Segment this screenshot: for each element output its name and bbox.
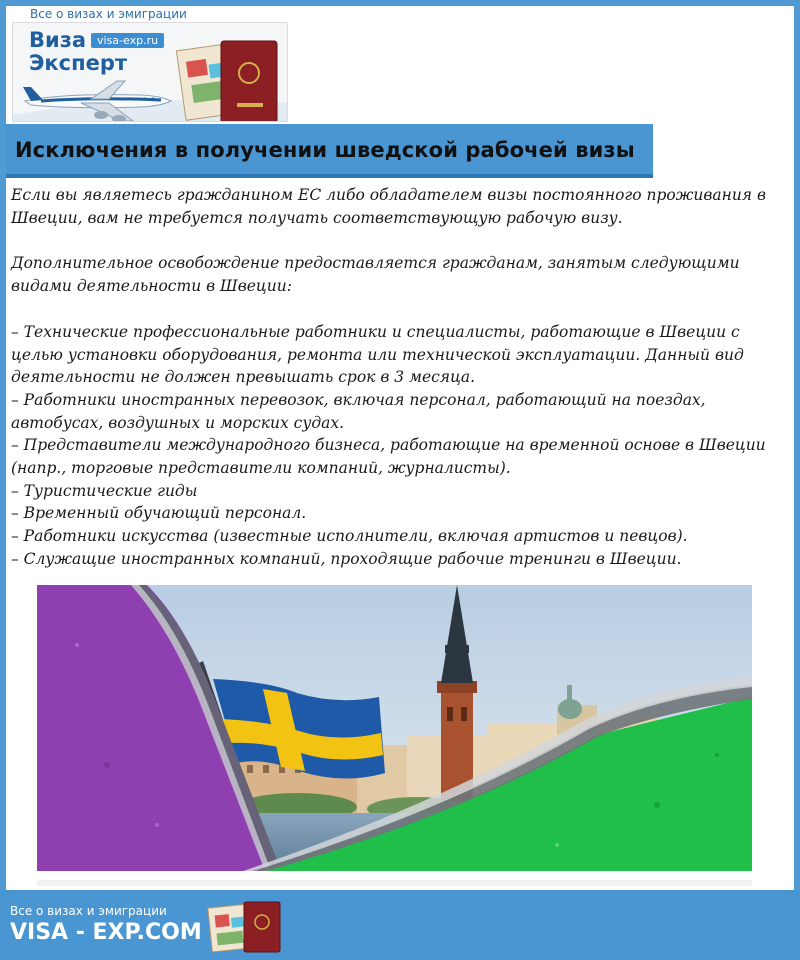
article-title: Исключения в получении шведской рабочей визы — [15, 138, 635, 162]
list-item: – Работники искусства (известные исполнители, включая артистов и певцов). — [11, 527, 688, 546]
article-image — [37, 585, 752, 871]
article-intro: Если вы являетесь гражданином ЕС либо обладателем визы постоянного проживания в Швеции, вам не требуется получать соответствующую рабочую визу. — [11, 186, 767, 227]
sweden-flag-skyline-illustration — [37, 585, 752, 871]
article-title-bar — [6, 124, 653, 178]
article-body — [11, 184, 796, 571]
article-lead: Дополнительное освобождение предоставляется гражданам, занятым следующими видами деятельности в Швеции: — [11, 254, 740, 296]
site-logo[interactable] — [12, 22, 288, 122]
footer-brand[interactable]: VISA - EXP.COM — [10, 920, 202, 945]
footer-tagline: Все о визах и эмиграции — [10, 904, 167, 918]
list-item: – Работники иностранных перевозок, включая персонал, работающий на поездах, автобусах, воздушных и морских судах. — [11, 390, 706, 432]
logo-name-line2: Эксперт — [29, 51, 128, 75]
logo-name-line1: Виза — [29, 28, 87, 52]
passport-icon — [176, 41, 277, 122]
list-item: – Туристические гиды — [11, 481, 198, 500]
logo-url-badge: visa-exp.ru — [91, 33, 164, 48]
list-item: – Служащие иностранных компаний, проходящие рабочие тренинги в Швеции. — [11, 549, 682, 568]
list-item: – Представители международного бизнеса, работающие на временной основе в Швеции (напр., торговые представители компаний, журналисты). — [11, 436, 766, 478]
footer — [0, 890, 800, 960]
image-caption-strip — [37, 880, 752, 886]
list-item: – Технические профессиональные работники и специалисты, работающие в Швеции с целью установки оборудования, ремонта или технической эксплуатации. Данный вид деятельности не должен превышать срок в 3 месяца. — [11, 322, 744, 387]
list-item: – Временный обучающий персонал. — [11, 504, 307, 523]
site-tagline: Все о визах и эмиграции — [30, 7, 187, 21]
passport-icon — [206, 898, 286, 954]
